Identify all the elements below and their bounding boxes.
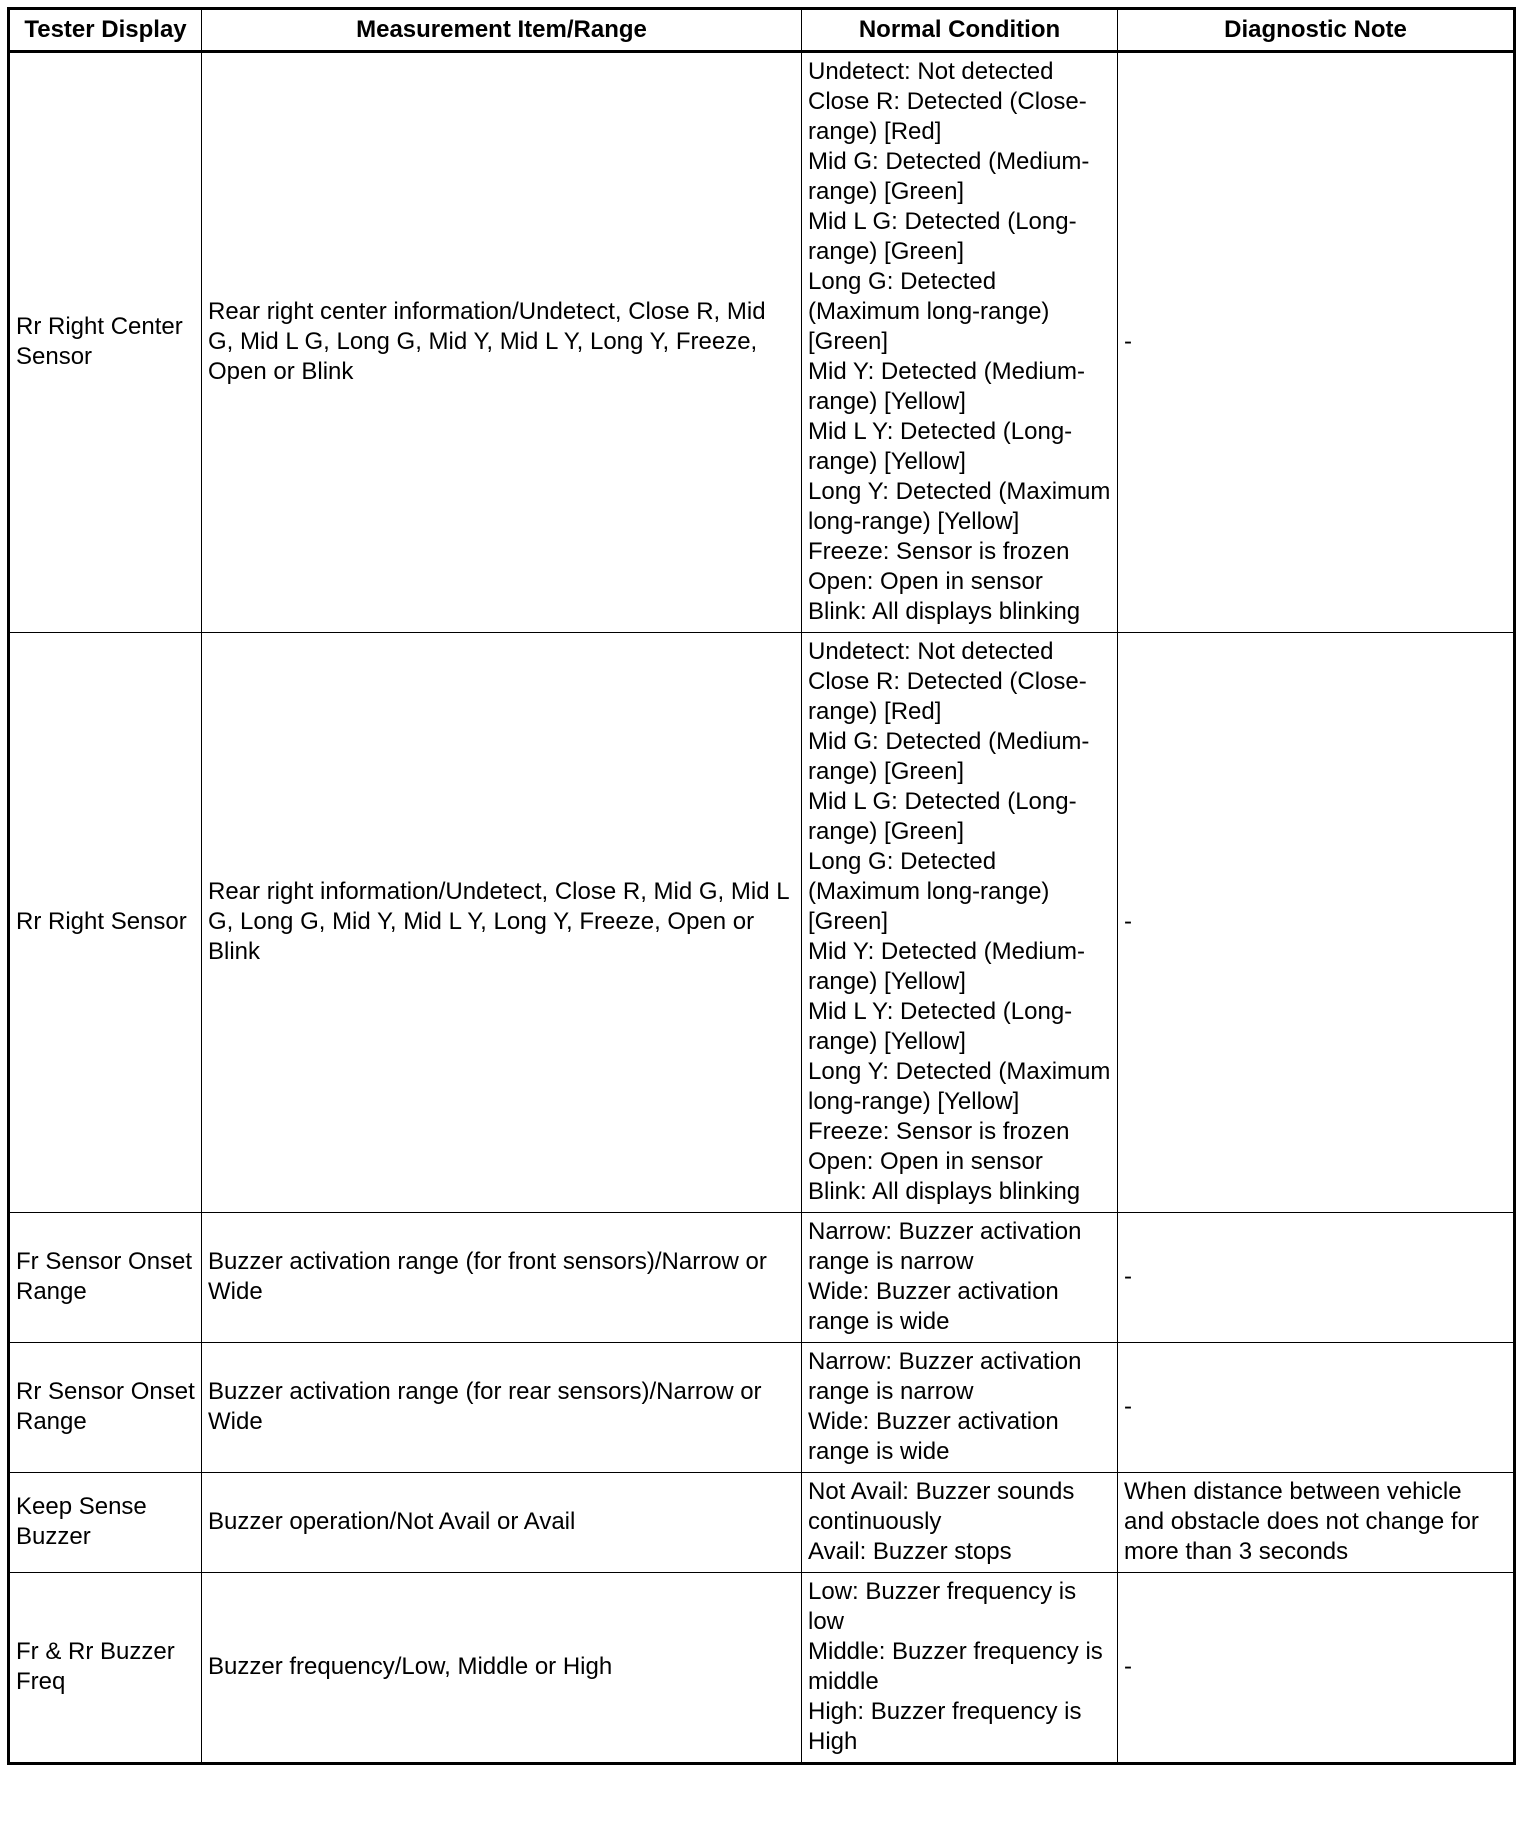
condition-line: Mid G: Detected (Medium-range) [Green] <box>808 728 1090 785</box>
condition-line: Long Y: Detected (Maximum long-range) [Yellow] <box>808 478 1111 535</box>
normal-condition-cell <box>802 1213 1118 1343</box>
condition-line: Narrow: Buzzer activation range is narrow <box>808 1348 1082 1405</box>
diagnostic-note-cell: - <box>1118 1343 1515 1473</box>
header-measurement-item: Measurement Item/Range <box>202 9 802 52</box>
condition-line: Long G: Detected (Maximum long-range) [Green] <box>808 268 1050 355</box>
table-row <box>9 1573 1515 1764</box>
condition-line: High: Buzzer frequency is High <box>808 1698 1082 1755</box>
condition-line: Low: Buzzer frequency is low <box>808 1578 1077 1635</box>
condition-line: Freeze: Sensor is frozen <box>808 1118 1070 1145</box>
document-page <box>7 7 1516 1765</box>
condition-line: Middle: Buzzer frequency is middle <box>808 1638 1103 1695</box>
condition-line: Freeze: Sensor is frozen <box>808 538 1070 565</box>
diagnostic-note-cell: - <box>1118 633 1515 1213</box>
normal-condition-cell <box>802 633 1118 1213</box>
condition-line: Blink: All displays blinking <box>808 1178 1081 1205</box>
table-row <box>9 1473 1515 1573</box>
condition-line: Blink: All displays blinking <box>808 598 1081 625</box>
header-tester-display: Tester Display <box>9 9 202 52</box>
tester-display-cell: Rr Sensor Onset Range <box>9 1343 202 1473</box>
condition-line: Undetect: Not detected <box>808 58 1054 85</box>
condition-line: Mid G: Detected (Medium-range) [Green] <box>808 148 1090 205</box>
table-row <box>9 52 1515 633</box>
tester-display-cell: Rr Right Sensor <box>9 633 202 1213</box>
condition-line: Avail: Buzzer stops <box>808 1538 1012 1565</box>
condition-line: Open: Open in sensor <box>808 1148 1043 1175</box>
table-row <box>9 633 1515 1213</box>
condition-line: Mid L Y: Detected (Long-range) [Yellow] <box>808 998 1073 1055</box>
condition-line: Long G: Detected (Maximum long-range) [Green] <box>808 848 1050 935</box>
table-header <box>9 9 1515 52</box>
normal-condition-cell <box>802 1473 1118 1573</box>
tester-display-cell: Keep Sense Buzzer <box>9 1473 202 1573</box>
normal-condition-cell <box>802 52 1118 633</box>
measurement-item-cell: Buzzer operation/Not Avail or Avail <box>202 1473 802 1573</box>
condition-line: Wide: Buzzer activation range is wide <box>808 1408 1059 1465</box>
table-row <box>9 1343 1515 1473</box>
diagnostic-note-cell: - <box>1118 1213 1515 1343</box>
condition-line: Close R: Detected (Close-range) [Red] <box>808 88 1087 145</box>
diagnostic-note-cell: When distance between vehicle and obstacle does not change for more than 3 seconds <box>1118 1473 1515 1573</box>
condition-line: Mid L G: Detected (Long-range) [Green] <box>808 788 1077 845</box>
tester-display-cell: Fr Sensor Onset Range <box>9 1213 202 1343</box>
condition-line: Narrow: Buzzer activation range is narrow <box>808 1218 1082 1275</box>
normal-condition-cell <box>802 1573 1118 1764</box>
normal-condition-cell <box>802 1343 1118 1473</box>
measurement-item-cell: Buzzer frequency/Low, Middle or High <box>202 1573 802 1764</box>
diagnostic-note-cell: - <box>1118 52 1515 633</box>
condition-line: Undetect: Not detected <box>808 638 1054 665</box>
data-list-table <box>7 7 1516 1765</box>
table-row <box>9 1213 1515 1343</box>
tester-display-cell: Rr Right Center Sensor <box>9 52 202 633</box>
header-row <box>9 9 1515 52</box>
table-body <box>9 52 1515 1764</box>
measurement-item-cell: Buzzer activation range (for front sensors)/Narrow or Wide <box>202 1213 802 1343</box>
condition-line: Mid Y: Detected (Medium-range) [Yellow] <box>808 358 1085 415</box>
tester-display-cell: Fr & Rr Buzzer Freq <box>9 1573 202 1764</box>
condition-line: Not Avail: Buzzer sounds continuously <box>808 1478 1075 1535</box>
measurement-item-cell: Rear right center information/Undetect, Close R, Mid G, Mid L G, Long G, Mid Y, Mid L Y, Long Y, Freeze, Open or Blink <box>202 52 802 633</box>
condition-line: Mid Y: Detected (Medium-range) [Yellow] <box>808 938 1085 995</box>
condition-line: Close R: Detected (Close-range) [Red] <box>808 668 1087 725</box>
condition-line: Mid L Y: Detected (Long-range) [Yellow] <box>808 418 1073 475</box>
header-diagnostic-note: Diagnostic Note <box>1118 9 1515 52</box>
measurement-item-cell: Buzzer activation range (for rear sensors)/Narrow or Wide <box>202 1343 802 1473</box>
condition-line: Mid L G: Detected (Long-range) [Green] <box>808 208 1077 265</box>
condition-line: Wide: Buzzer activation range is wide <box>808 1278 1059 1335</box>
condition-line: Long Y: Detected (Maximum long-range) [Yellow] <box>808 1058 1111 1115</box>
header-normal-condition: Normal Condition <box>802 9 1118 52</box>
condition-line: Open: Open in sensor <box>808 568 1043 595</box>
diagnostic-note-cell: - <box>1118 1573 1515 1764</box>
measurement-item-cell: Rear right information/Undetect, Close R, Mid G, Mid L G, Long G, Mid Y, Mid L Y, Long Y, Freeze, Open or Blink <box>202 633 802 1213</box>
